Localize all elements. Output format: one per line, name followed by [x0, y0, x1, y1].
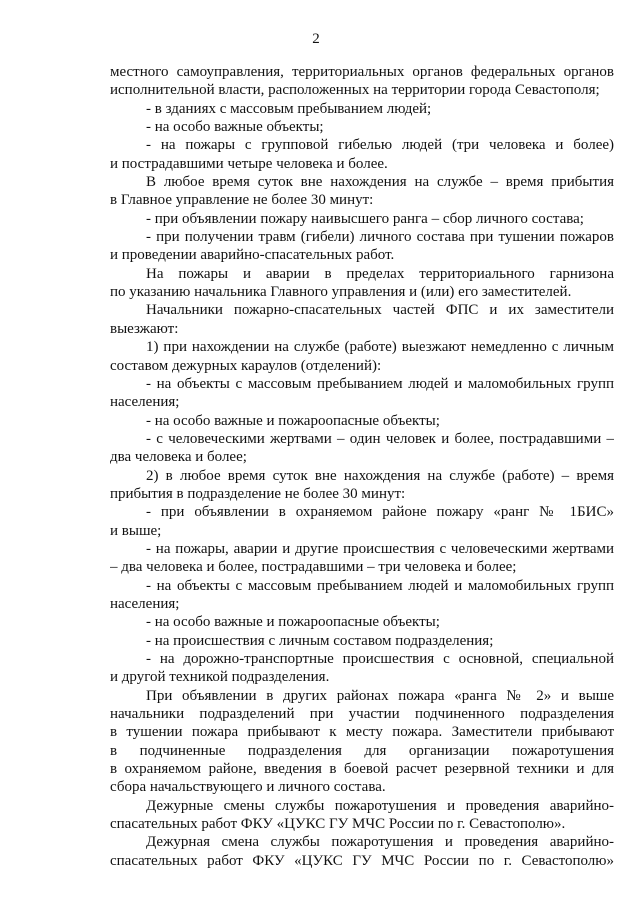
text-line: Начальники пожарно-спасательных частей ФПС и их заместители — [146, 302, 614, 319]
text-line: в Главное управление не более 30 минут: — [110, 192, 374, 209]
text-line: - на особо важные и пожароопасные объекты; — [146, 412, 440, 429]
text-line: и проведении аварийно-спасательных работ. — [110, 247, 395, 264]
text-line: - на пожары, аварии и другие происшествия с человеческими жертвами — [146, 540, 614, 557]
text-line: и пострадавшими четыре человека и более. — [110, 155, 388, 172]
text-line: и выше; — [110, 522, 162, 539]
text-line: - на происшествия с личным составом подразделения; — [146, 632, 494, 649]
text-line: в подчиненные подразделения для организации пожаротушения — [110, 742, 614, 759]
text-line: Дежурная смена службы пожаротушения и проведения аварийно- — [146, 834, 614, 851]
text-line: - на пожары с групповой гибелью людей (три человека и более) — [146, 137, 614, 154]
text-line: - при объявлении в охраняемом районе пожару «ранг № 1БИС» — [146, 504, 614, 521]
text-line: спасательных работ ФКУ «ЦУКС ГУ МЧС России по г. Севастополю» — [110, 852, 614, 869]
text-line: 1) при нахождении на службе (работе) выезжают немедленно с личным — [146, 339, 614, 356]
text-line: населения; — [110, 394, 180, 411]
text-line: 2) в любое время суток вне нахождения на службе (работе) – время — [146, 467, 614, 484]
text-line: спасательных работ ФКУ «ЦУКС ГУ МЧС России по г. Севастополю». — [110, 816, 566, 833]
text-line: При объявлении в других районах пожара «ранга № 2» и выше — [146, 687, 614, 704]
text-line: Дежурные смены службы пожаротушения и проведения аварийно- — [146, 797, 614, 814]
document-body — [110, 63, 614, 870]
text-line: начальники подразделений при участии подчиненного подразделения — [110, 706, 614, 723]
text-line: составом дежурных караулов (отделений): — [110, 357, 382, 374]
text-line: - при получении травм (гибели) личного состава при тушении пожаров — [146, 229, 614, 246]
page-number: 2 — [312, 31, 320, 47]
text-line: в тушении пожара прибывают к месту пожара. Заместители прибывают — [110, 724, 614, 741]
text-line: прибытия в подразделение не более 30 минут: — [110, 485, 406, 502]
text-line: – два человека и более, пострадавшими – три человека и более; — [110, 559, 517, 576]
text-line: В любое время суток вне нахождения на службе – время прибытия — [146, 174, 614, 191]
text-line: - на особо важные объекты; — [146, 119, 324, 136]
text-line: и другой техникой подразделения. — [110, 669, 330, 686]
text-line: - при объявлении пожару наивысшего ранга – сбор личного состава; — [146, 210, 584, 227]
text-line: сбора начальствующего и личного состава. — [110, 779, 386, 796]
text-line: в охраняемом районе, введения в боевой расчет резервной техники и для — [110, 761, 614, 778]
text-line: по указанию начальника Главного управления и (или) его заместителей. — [110, 284, 572, 301]
text-line: - на особо важные и пожароопасные объекты; — [146, 614, 440, 631]
text-line: - в зданиях с массовым пребыванием людей; — [146, 100, 432, 117]
text-line: исполнительной власти, расположенных на территории города Севастополя; — [110, 82, 600, 99]
text-line: выезжают: — [110, 320, 179, 337]
text-line: На пожары и аварии в пределах территориального гарнизона — [146, 265, 614, 282]
text-line: два человека и более; — [110, 449, 247, 466]
text-line: - на дорожно-транспортные происшествия с основной, специальной — [146, 651, 614, 667]
text-line: - на объекты с массовым пребыванием людей и маломобильных групп — [146, 375, 614, 392]
text-line: местного самоуправления, территориальных органов федеральных органов — [110, 64, 614, 80]
text-line: населения; — [110, 595, 180, 612]
text-line: - с человеческими жертвами – один человек и более, пострадавшими – — [146, 430, 614, 447]
text-line: - на объекты с массовым пребыванием людей и маломобильных групп — [146, 577, 614, 594]
